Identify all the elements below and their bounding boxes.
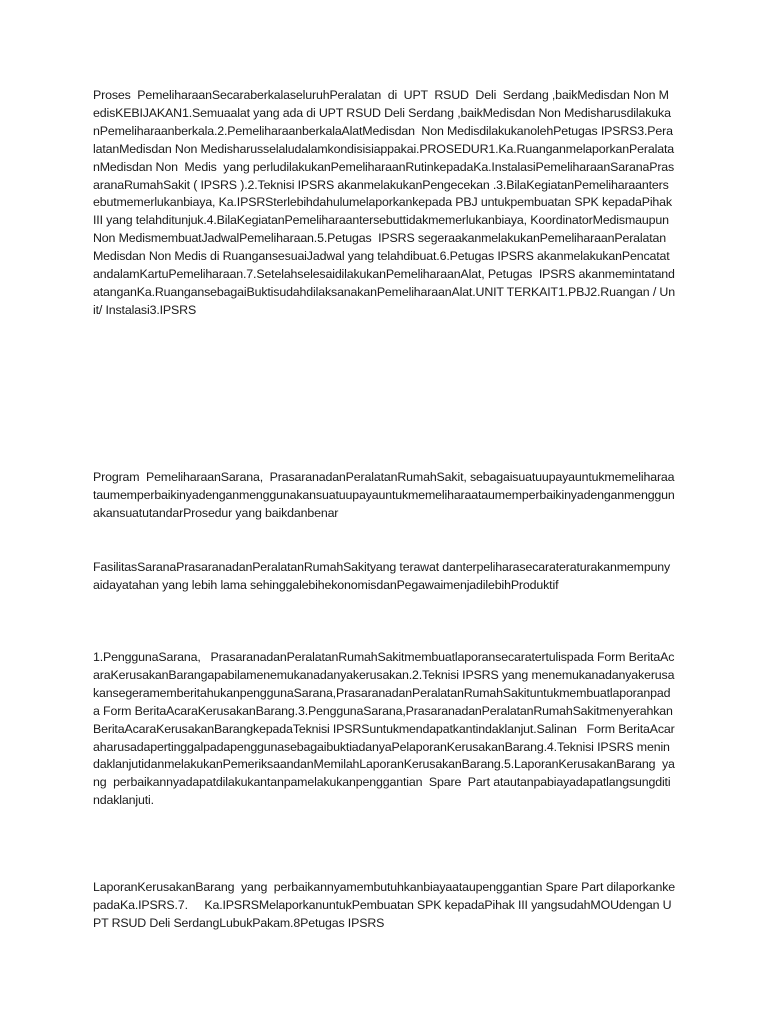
paragraph-damage-report-procedure: 1.PenggunaSarana, PrasaranadanPeralatanRumahSakitmembuatlaporansecaratertulispada Form BeritaAcaraKerusakanBarangapabilamenemukanadanyakerusakan.2.Teknisi IPSRS yang menemukanadanyakerusakansegeramemberitahukanpenggunaSarana,PrasaranadanPeralatanRumahSakituntukmembuatlaporanpada Form BeritaAcaraKerusakanBarang.3.PenggunaSarana,PrasaranadanPeralatanRumahSakitmenyerahkanBeritaAcaraKerusakanBarangkepadaTeknisi IPSRSuntukmendapatkantindaklanjut.Salinan Form BeritaAcaraharusadapertinggalpadapenggunasebagaibuktiadanyaPelaporanKerusakanBarang.4.Teknisi IPSRS menindaklanjutidanmelakukanPemeriksaandanMemilahLaporanKerusakanBarang.5.LaporanKerusakanBarang yang perbaikannyadapatdilakukantanpamelakukanpenggantian Spare Part atautanpabiayadapatlangsungditindaklanjuti.: [93, 650, 675, 808]
paragraph-maintenance-policy: Proses PemeliharaanSecaraberkalaseluruhPeralatan di UPT RSUD Deli Serdang ,baikMedisdan Non MedisKEBIJAKAN1.Semuaalat yang ada di UPT RSUD Deli Serdang ,baikMedisdan Non MedisharusdilakukanPemeliharaanberkala.2.PemeliharaanberkalaAlatMedisdan Non MedisdilakukanolehPetugas IPSRS3.PeralatanMedisdan Non Medisharusselaludalamkondisisiappakai.PROSEDUR1.Ka.RuanganmelaporkanPeralatanMedisdan Non Medis yang perludilakukanPemeliharaanRutinkepadaKa.InstalasiPemeliharaanSaranaPrasaranaRumahSakit ( IPSRS ).2.Teknisi IPSRS akanmelakukanPengecekan .3.BilaKegiatanPemeliharaantersebutmemerlukanbiaya, Ka.IPSRSterlebihdahulumelaporkankepada PBJ untukpembuatan SPK kepadaPihak III yang telahditunjuk.4.BilaKegiatanPemeliharaantersebuttidakmemerlukanbiaya, KoordinatorMedismaupun Non MedismembuatJadwalPemeliharaan.5.Petugas IPSRS segeraakanmelakukanPemeliharaanPeralatanMedisdan Non Medis di RuangansesuaiJadwal yang telahdibuat.6.Petugas IPSRS akanmelakukanPencatatandalamKartuPemeliharaan.7.SetelahselesaidilakukanPemeliharaanAlat, Petugas IPSRS akanmemintatandatanganKa.RuangansebagaiBuktisudahdilaksanakanPemeliharaanAlat.UNIT TERKAIT1.PBJ2.Ruangan / Unit/ Instalasi3.IPSRS: [93, 88, 676, 317]
paragraph-damage-report-cost: LaporanKerusakanBarang yang perbaikannyamembutuhkanbiayaataupenggantian Spare Part dilaporkankepadaKa.IPSRS.7. Ka.IPSRSMelaporkanuntukPembuatan SPK kepadaPihak III yangsudahMOUdengan UPT RSUD Deli SerdangLubukPakam.8Petugas IPSRS: [93, 880, 675, 930]
paragraph-maintenance-program: Program PemeliharaanSarana, PrasaranadanPeralatanRumahSakit, sebagaisuatuupayauntukmemeliharaataumemperbaikinyadenganmenggunakansuatuupayauntukmemeliharaataumemperbaikinyadenganmenggunakansuatutandarProsedur yang baikdanbenar: [93, 470, 675, 520]
paragraph-facilities-goal: FasilitasSaranaPrasaranadanPeralatanRumahSakityang terawat danterpeliharasecarateraturakanmempunyaidayatahan yang lebih lama sehinggalebihekonomisdanPegawaimenjadilebihProduktif: [93, 560, 671, 592]
